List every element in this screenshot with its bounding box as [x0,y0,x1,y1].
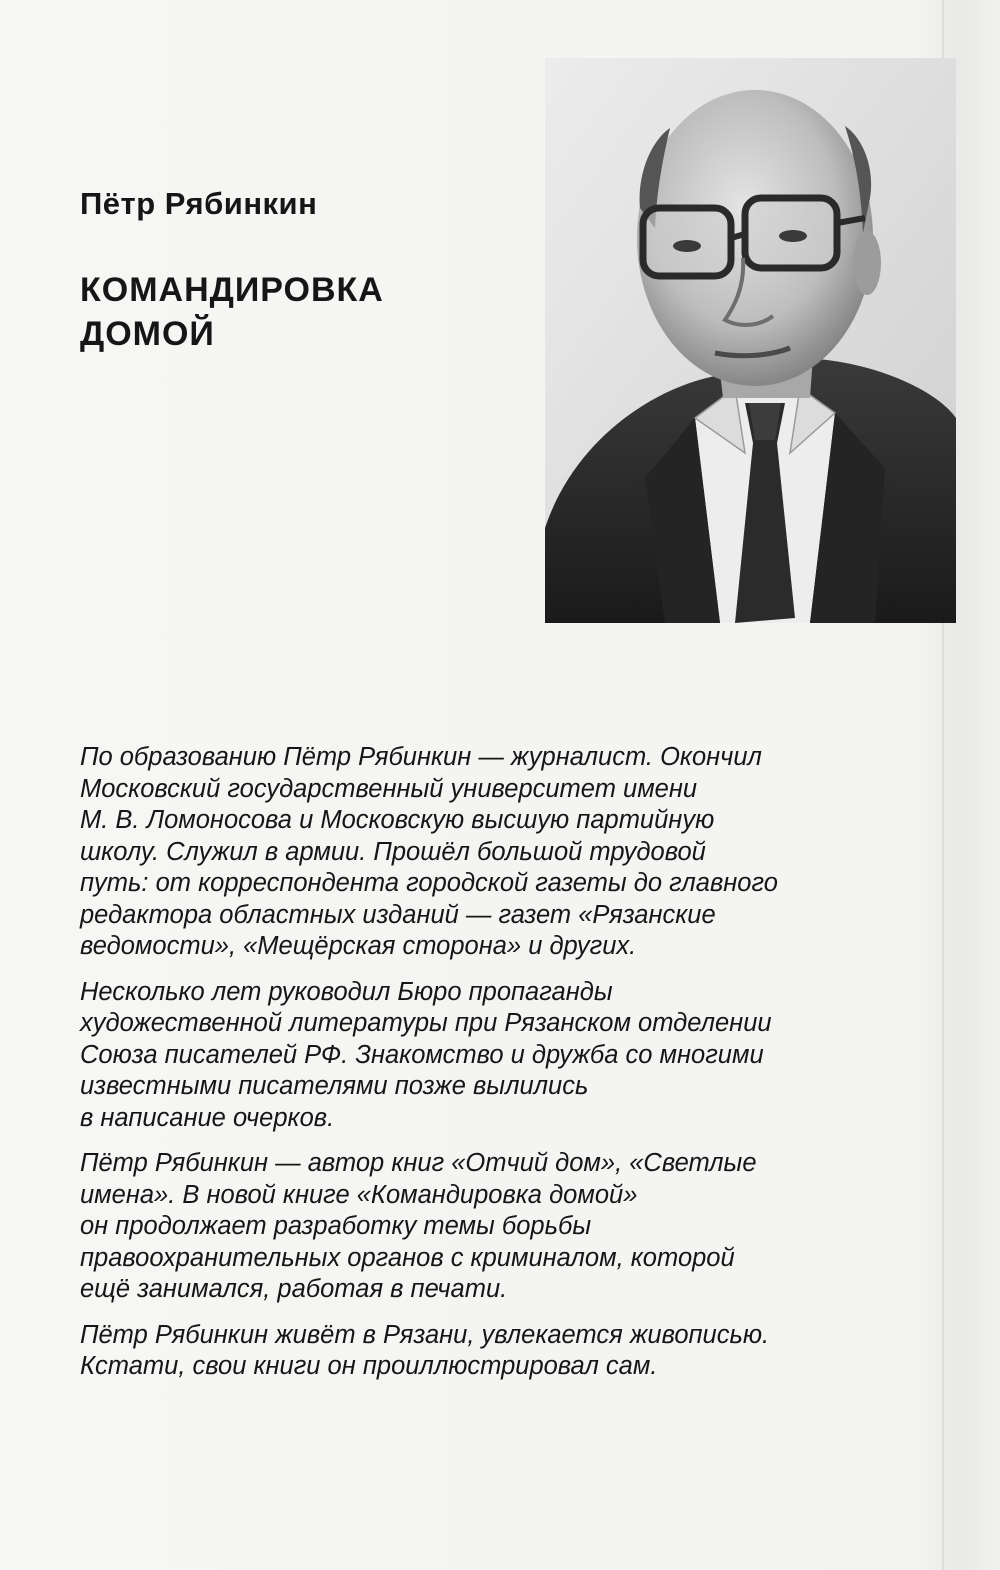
author-portrait-photo [545,58,956,623]
bio-paragraph [80,742,942,963]
bio-line: в написание очерков. [80,1103,335,1132]
bio-line: Московский государственный университет имени [80,774,698,803]
bio-line: путь: от корреспондента городской газеты до главного [80,869,778,897]
bio-line: Пётр Рябинкин живёт в Рязани, увлекается живописью. [80,1320,770,1349]
bio-paragraph [80,977,942,1135]
bio-line: редактора областных изданий — газет «Рязанские [80,900,716,929]
bio-line: правоохранительных органов с криминалом, которой [80,1243,735,1272]
bio-line: Пётр Рябинкин — автор книг «Отчий дом», «Светлые [80,1149,757,1177]
author-biography [80,742,942,1397]
bio-line: Кстати, свои книги он проиллюстрировал сам. [80,1352,658,1380]
bio-line: художественной литературы при Рязанском отделении [80,1009,772,1037]
bio-line: ведомости», «Мещёрская сторона» и других. [80,932,637,960]
bio-line: он продолжает разработку темы борьбы [80,1212,592,1240]
bio-line: имена». В новой книге «Командировка домой» [80,1180,638,1209]
bio-paragraph [80,1148,942,1306]
bio-line: ещё занимался, работая в печати. [80,1275,508,1303]
bio-line: По образованию Пётр Рябинкин — журналист. Окончил [80,743,762,771]
bio-line: известными писателями позже вылились [80,1072,589,1100]
bio-line: М. В. Ломоносова и Московскую высшую партийную [80,806,715,834]
bio-line: Союза писателей РФ. Знакомство и дружба со многими [80,1040,764,1069]
bio-paragraph [80,1320,942,1383]
book-title [80,268,384,356]
book-title-line-2: ДОМОЙ [80,315,215,353]
bio-line: Несколько лет руководил Бюро пропаганды [80,977,613,1006]
author-name: Пётр Рябинкин [80,186,318,221]
bio-line: школу. Служил в армии. Прошёл большой трудовой [80,837,706,866]
book-title-line-1: КОМАНДИРОВКА [80,271,384,309]
